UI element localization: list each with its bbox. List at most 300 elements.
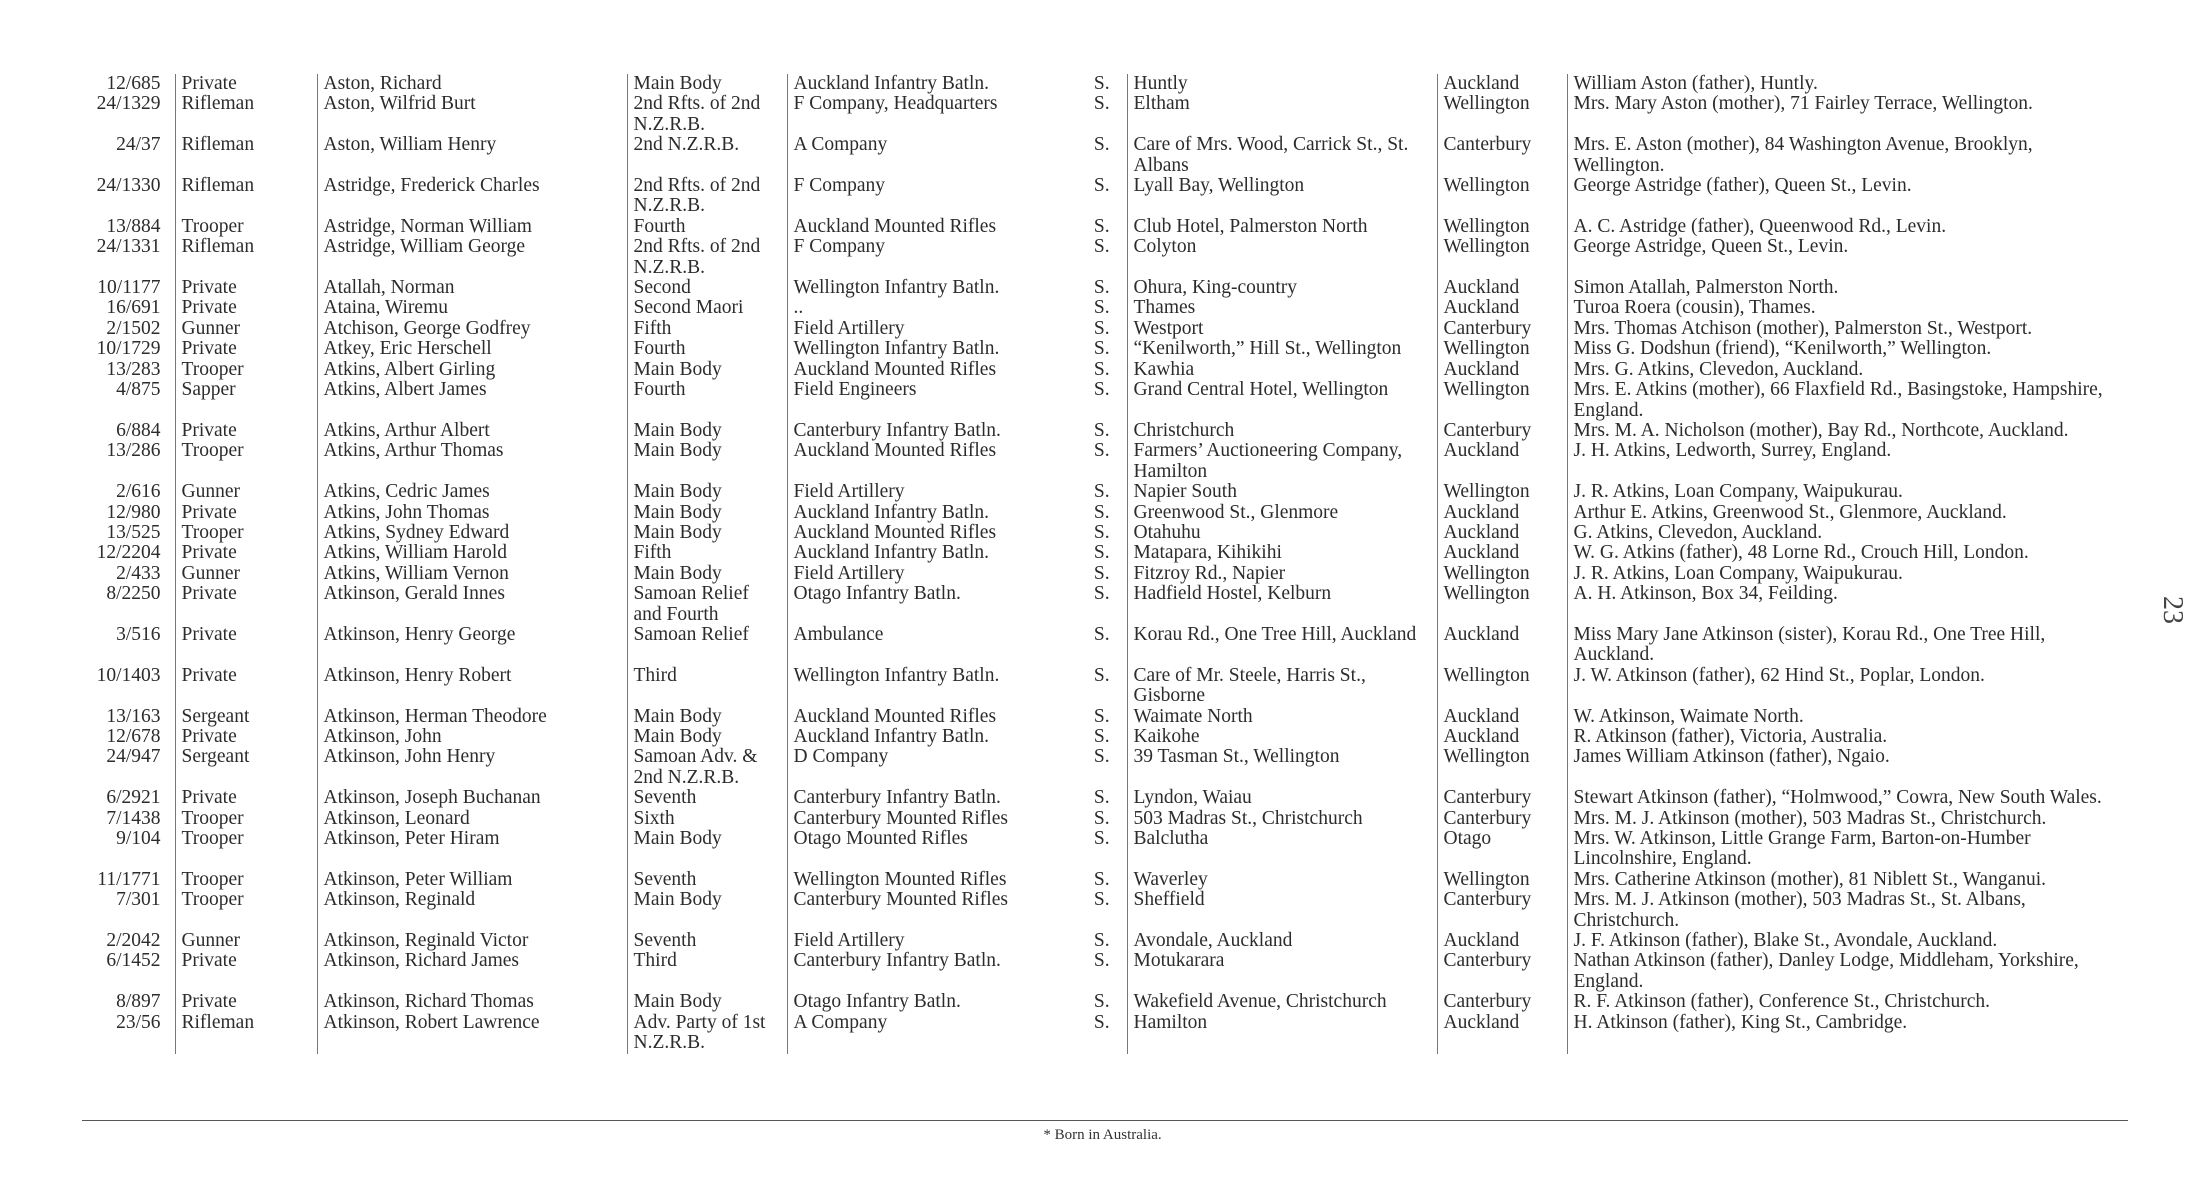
cell-name: Atkinson, Leonard (317, 809, 627, 829)
cell-kin: A. C. Astridge (father), Queenwood Rd., Levin. (1567, 217, 2130, 237)
cell-draft: Seventh (627, 788, 787, 808)
cell-address: Huntly (1127, 74, 1437, 94)
cell-status: S. (1093, 829, 1110, 850)
cell-no: 6/2921 (106, 788, 161, 809)
cell-rank: Rifleman (175, 237, 317, 278)
cell-rank: Private (175, 788, 317, 808)
table-row (70, 951, 2130, 992)
cell-draft: Seventh (627, 931, 787, 951)
cell-address: Hadfield Hostel, Kelburn (1127, 584, 1437, 625)
cell-no: 24/1330 (96, 176, 161, 197)
cell-kin: Mrs. G. Atkins, Clevedon, Auckland. (1567, 360, 2130, 380)
cell-no: 2/433 (116, 563, 161, 584)
cell-district: Auckland (1437, 278, 1567, 298)
cell-address: Kawhia (1127, 360, 1437, 380)
cell-address: Thames (1127, 298, 1437, 318)
cell-address: Care of Mr. Steele, Harris St., Gisborne (1127, 666, 1437, 707)
cell-address: Westport (1127, 319, 1437, 339)
cell-kin: J. W. Atkinson (father), 62 Hind St., Poplar, London. (1567, 666, 2130, 707)
cell-unit: Auckland Mounted Rifles (787, 523, 1077, 543)
cell-draft: 2nd N.Z.R.B. (627, 135, 787, 176)
cell-draft: Samoan Adv. & 2nd N.Z.R.B. (627, 747, 787, 788)
cell-draft: Main Body (627, 992, 787, 1012)
table-row (70, 727, 2130, 747)
cell-district: Wellington (1437, 176, 1567, 217)
cell-rank: Trooper (175, 809, 317, 829)
cell-rank: Private (175, 503, 317, 523)
cell-kin: J. R. Atkins, Loan Company, Waipukurau. (1567, 482, 2130, 502)
cell-name: Atkinson, Henry George (317, 625, 627, 666)
cell-status: S. (1093, 1012, 1110, 1033)
cell-name: Atkinson, Richard James (317, 951, 627, 992)
cell-rank: Private (175, 278, 317, 298)
table-row (70, 482, 2130, 502)
table-row (70, 217, 2130, 237)
cell-no: 4/875 (116, 380, 161, 401)
cell-draft: Main Body (627, 829, 787, 870)
cell-address: Grand Central Hotel, Wellington (1127, 380, 1437, 421)
cell-kin: William Aston (father), Huntly. (1567, 74, 2130, 94)
cell-unit: Canterbury Infantry Batln. (787, 421, 1077, 441)
table-row (70, 890, 2130, 931)
cell-name: Atkey, Eric Herschell (317, 339, 627, 359)
cell-name: Aston, William Henry (317, 135, 627, 176)
cell-unit: F Company, Headquarters (787, 94, 1077, 135)
cell-name: Atchison, George Godfrey (317, 319, 627, 339)
cell-unit: Wellington Infantry Batln. (787, 666, 1077, 707)
cell-district: Wellington (1437, 870, 1567, 890)
cell-name: Atkinson, Peter Hiram (317, 829, 627, 870)
cell-unit: Wellington Infantry Batln. (787, 339, 1077, 359)
cell-address: Kaikohe (1127, 727, 1437, 747)
cell-status: S. (1093, 522, 1110, 543)
cell-status: S. (1093, 808, 1110, 829)
cell-kin: Miss G. Dodshun (friend), “Kenilworth,” Wellington. (1567, 339, 2130, 359)
cell-kin: James William Atkinson (father), Ngaio. (1567, 747, 2130, 788)
cell-name: Atkinson, Joseph Buchanan (317, 788, 627, 808)
cell-no: 2/2042 (106, 931, 161, 952)
cell-rank: Trooper (175, 870, 317, 890)
roll-body (70, 74, 2130, 1054)
cell-draft: Main Body (627, 727, 787, 747)
cell-status: S. (1093, 339, 1110, 360)
cell-name: Atkinson, Herman Theodore (317, 707, 627, 727)
cell-no: 10/1729 (96, 339, 161, 360)
cell-no: 23/56 (116, 1012, 161, 1033)
cell-draft: 2nd Rfts. of 2nd N.Z.R.B. (627, 94, 787, 135)
cell-district: Wellington (1437, 564, 1567, 584)
cell-no: 2/1502 (106, 318, 161, 339)
cell-unit: Field Artillery (787, 319, 1077, 339)
cell-district: Canterbury (1437, 135, 1567, 176)
cell-name: Atkins, Sydney Edward (317, 523, 627, 543)
cell-kin: Mrs. Catherine Atkinson (mother), 81 Niblett St., Wanganui. (1567, 870, 2130, 890)
cell-no: 8/2250 (106, 584, 161, 605)
cell-rank: Sapper (175, 380, 317, 421)
cell-status: S. (1093, 747, 1110, 768)
cell-status: S. (1093, 788, 1110, 809)
cell-district: Canterbury (1437, 951, 1567, 992)
cell-rank: Gunner (175, 931, 317, 951)
cell-draft: Fourth (627, 380, 787, 421)
cell-draft: Seventh (627, 870, 787, 890)
cell-unit: Field Engineers (787, 380, 1077, 421)
cell-no: 13/884 (106, 216, 161, 237)
cell-address: Waimate North (1127, 707, 1437, 727)
cell-address: Ohura, King-country (1127, 278, 1437, 298)
table-row (70, 339, 2130, 359)
table-row (70, 829, 2130, 870)
cell-status: S. (1093, 502, 1110, 523)
cell-no: 3/516 (116, 624, 161, 645)
cell-district: Canterbury (1437, 890, 1567, 931)
table-row (70, 523, 2130, 543)
cell-draft: Main Body (627, 523, 787, 543)
table-row (70, 809, 2130, 829)
cell-rank: Trooper (175, 890, 317, 931)
cell-status: S. (1093, 706, 1110, 727)
table-row (70, 625, 2130, 666)
cell-name: Atkinson, Peter William (317, 870, 627, 890)
cell-status: S. (1093, 482, 1110, 503)
cell-no: 12/685 (106, 74, 161, 94)
cell-rank: Private (175, 421, 317, 441)
cell-name: Atkins, Cedric James (317, 482, 627, 502)
cell-unit: Canterbury Mounted Rifles (787, 809, 1077, 829)
cell-rank: Private (175, 74, 317, 94)
cell-name: Atkins, Albert James (317, 380, 627, 421)
cell-district: Wellington (1437, 94, 1567, 135)
table-row (70, 74, 2130, 94)
cell-district: Otago (1437, 829, 1567, 870)
cell-rank: Sergeant (175, 747, 317, 788)
cell-address: Care of Mrs. Wood, Carrick St., St. Albans (1127, 135, 1437, 176)
cell-rank: Gunner (175, 482, 317, 502)
cell-name: Aston, Richard (317, 74, 627, 94)
cell-rank: Private (175, 625, 317, 666)
cell-status: S. (1093, 543, 1110, 564)
cell-name: Atkinson, Robert Lawrence (317, 1013, 627, 1054)
cell-kin: George Astridge, Queen St., Levin. (1567, 237, 2130, 278)
cell-address: Club Hotel, Palmerston North (1127, 217, 1437, 237)
cell-address: Napier South (1127, 482, 1437, 502)
cell-no: 13/283 (106, 359, 161, 380)
cell-address: 39 Tasman St., Wellington (1127, 747, 1437, 788)
cell-rank: Private (175, 727, 317, 747)
cell-no: 9/104 (116, 829, 161, 850)
cell-district: Auckland (1437, 625, 1567, 666)
cell-name: Atkinson, Richard Thomas (317, 992, 627, 1012)
cell-status: S. (1093, 931, 1110, 952)
cell-draft: Second Maori (627, 298, 787, 318)
cell-address: Fitzroy Rd., Napier (1127, 564, 1437, 584)
cell-district: Wellington (1437, 237, 1567, 278)
cell-address: Eltham (1127, 94, 1437, 135)
cell-status: S. (1093, 237, 1110, 258)
cell-status: S. (1093, 624, 1110, 645)
cell-unit: Auckland Mounted Rifles (787, 360, 1077, 380)
cell-no: 16/691 (106, 298, 161, 319)
cell-draft: Fourth (627, 217, 787, 237)
table-row (70, 503, 2130, 523)
cell-status: S. (1093, 216, 1110, 237)
table-row (70, 176, 2130, 217)
cell-draft: Main Body (627, 421, 787, 441)
cell-unit: Auckland Mounted Rifles (787, 707, 1077, 727)
cell-no: 12/980 (106, 502, 161, 523)
cell-no: 11/1771 (97, 869, 161, 890)
table-row (70, 441, 2130, 482)
cell-no: 6/884 (116, 420, 161, 441)
cell-no: 24/1331 (96, 237, 161, 258)
cell-district: Wellington (1437, 482, 1567, 502)
cell-name: Atkinson, Henry Robert (317, 666, 627, 707)
table-row (70, 584, 2130, 625)
cell-kin: Mrs. M. A. Nicholson (mother), Bay Rd., Northcote, Auckland. (1567, 421, 2130, 441)
cell-no: 24/947 (106, 747, 161, 768)
cell-status: S. (1093, 359, 1110, 380)
cell-name: Atkins, Arthur Thomas (317, 441, 627, 482)
cell-kin: Mrs. M. J. Atkinson (mother), 503 Madras St., St. Albans, Christchurch. (1567, 890, 2130, 931)
cell-draft: Main Body (627, 360, 787, 380)
cell-unit: Otago Mounted Rifles (787, 829, 1077, 870)
cell-status: S. (1093, 584, 1110, 605)
cell-address: Korau Rd., One Tree Hill, Auckland (1127, 625, 1437, 666)
cell-unit: Field Artillery (787, 482, 1077, 502)
cell-district: Canterbury (1437, 809, 1567, 829)
cell-draft: Main Body (627, 890, 787, 931)
cell-no: 13/163 (106, 706, 161, 727)
cell-kin: Mrs. M. J. Atkinson (mother), 503 Madras St., Christchurch. (1567, 809, 2130, 829)
cell-unit: .. (787, 298, 1077, 318)
cell-rank: Trooper (175, 441, 317, 482)
cell-unit: Wellington Mounted Rifles (787, 870, 1077, 890)
cell-draft: Fifth (627, 319, 787, 339)
cell-name: Astridge, William George (317, 237, 627, 278)
cell-district: Auckland (1437, 298, 1567, 318)
cell-status: S. (1093, 176, 1110, 197)
cell-district: Wellington (1437, 747, 1567, 788)
cell-status: S. (1093, 318, 1110, 339)
cell-district: Auckland (1437, 523, 1567, 543)
cell-rank: Gunner (175, 319, 317, 339)
cell-draft: Main Body (627, 503, 787, 523)
cell-district: Auckland (1437, 727, 1567, 747)
cell-unit: Auckland Mounted Rifles (787, 441, 1077, 482)
cell-status: S. (1093, 94, 1110, 115)
cell-name: Atkinson, Reginald (317, 890, 627, 931)
table-row (70, 380, 2130, 421)
cell-no: 12/678 (106, 727, 161, 747)
table-row (70, 298, 2130, 318)
cell-address: Lyndon, Waiau (1127, 788, 1437, 808)
cell-unit: Auckland Mounted Rifles (787, 217, 1077, 237)
table-row (70, 135, 2130, 176)
cell-rank: Private (175, 666, 317, 707)
cell-district: Auckland (1437, 1013, 1567, 1054)
cell-kin: A. H. Atkinson, Box 34, Feilding. (1567, 584, 2130, 625)
cell-name: Astridge, Norman William (317, 217, 627, 237)
cell-address: Balclutha (1127, 829, 1437, 870)
cell-rank: Private (175, 298, 317, 318)
table-row (70, 360, 2130, 380)
cell-kin: Nathan Atkinson (father), Danley Lodge, Middleham, Yorkshire, England. (1567, 951, 2130, 992)
cell-district: Wellington (1437, 380, 1567, 421)
cell-name: Atkins, John Thomas (317, 503, 627, 523)
cell-rank: Rifleman (175, 94, 317, 135)
cell-unit: Canterbury Infantry Batln. (787, 788, 1077, 808)
cell-rank: Rifleman (175, 1013, 317, 1054)
cell-unit: Canterbury Mounted Rifles (787, 890, 1077, 931)
cell-name: Atkinson, John (317, 727, 627, 747)
cell-district: Auckland (1437, 503, 1567, 523)
table-row (70, 992, 2130, 1012)
cell-name: Ataina, Wiremu (317, 298, 627, 318)
cell-status: S. (1093, 727, 1110, 747)
cell-draft: Main Body (627, 74, 787, 94)
cell-name: Atkins, Albert Girling (317, 360, 627, 380)
cell-unit: A Company (787, 135, 1077, 176)
table-row (70, 931, 2130, 951)
cell-no: 10/1177 (97, 278, 161, 299)
cell-no: 10/1403 (96, 665, 161, 686)
cell-no: 6/1452 (106, 951, 161, 972)
cell-name: Atkinson, Gerald Innes (317, 584, 627, 625)
cell-status: S. (1093, 135, 1110, 156)
cell-rank: Trooper (175, 523, 317, 543)
cell-name: Atkins, William Vernon (317, 564, 627, 584)
cell-district: Auckland (1437, 441, 1567, 482)
nominal-roll-table (70, 74, 2130, 1054)
table-row (70, 564, 2130, 584)
cell-district: Canterbury (1437, 788, 1567, 808)
cell-district: Canterbury (1437, 421, 1567, 441)
cell-status: S. (1093, 74, 1110, 94)
cell-kin: R. Atkinson (father), Victoria, Australia. (1567, 727, 2130, 747)
cell-status: S. (1093, 278, 1110, 299)
cell-draft: Fifth (627, 543, 787, 563)
cell-address: Otahuhu (1127, 523, 1437, 543)
cell-address: Colyton (1127, 237, 1437, 278)
table-row (70, 237, 2130, 278)
cell-no: 12/2204 (96, 543, 161, 564)
cell-kin: J. H. Atkins, Ledworth, Surrey, England. (1567, 441, 2130, 482)
cell-draft: Main Body (627, 707, 787, 727)
cell-kin: G. Atkins, Clevedon, Auckland. (1567, 523, 2130, 543)
cell-unit: Auckland Infantry Batln. (787, 543, 1077, 563)
cell-status: S. (1093, 951, 1110, 972)
cell-unit: Otago Infantry Batln. (787, 992, 1077, 1012)
cell-address: Greenwood St., Glenmore (1127, 503, 1437, 523)
cell-unit: Wellington Infantry Batln. (787, 278, 1077, 298)
cell-kin: W. Atkinson, Waimate North. (1567, 707, 2130, 727)
cell-kin: Miss Mary Jane Atkinson (sister), Korau Rd., One Tree Hill, Auckland. (1567, 625, 2130, 666)
cell-rank: Gunner (175, 564, 317, 584)
cell-address: Matapara, Kihikihi (1127, 543, 1437, 563)
cell-rank: Rifleman (175, 135, 317, 176)
cell-kin: George Astridge (father), Queen St., Levin. (1567, 176, 2130, 217)
cell-rank: Sergeant (175, 707, 317, 727)
cell-address: Wakefield Avenue, Christchurch (1127, 992, 1437, 1012)
table-row (70, 788, 2130, 808)
cell-unit: Auckland Infantry Batln. (787, 74, 1077, 94)
cell-kin: H. Atkinson (father), King St., Cambridge. (1567, 1013, 2130, 1054)
cell-rank: Private (175, 951, 317, 992)
cell-unit: F Company (787, 176, 1077, 217)
cell-status: S. (1093, 992, 1110, 1013)
cell-rank: Private (175, 339, 317, 359)
cell-unit: Field Artillery (787, 931, 1077, 951)
cell-status: S. (1093, 890, 1110, 911)
cell-district: Wellington (1437, 217, 1567, 237)
cell-no: 2/616 (116, 482, 161, 503)
cell-draft: 2nd Rfts. of 2nd N.Z.R.B. (627, 237, 787, 278)
cell-name: Atallah, Norman (317, 278, 627, 298)
table-row (70, 319, 2130, 339)
footnote: * Born in Australia. (1043, 1127, 1162, 1143)
cell-draft: Samoan Relief and Fourth (627, 584, 787, 625)
cell-unit: F Company (787, 237, 1077, 278)
cell-draft: Adv. Party of 1st N.Z.R.B. (627, 1013, 787, 1054)
table-row (70, 1013, 2130, 1054)
table-row (70, 747, 2130, 788)
table-row (70, 707, 2130, 727)
cell-unit: Ambulance (787, 625, 1077, 666)
cell-kin: J. R. Atkins, Loan Company, Waipukurau. (1567, 564, 2130, 584)
cell-rank: Trooper (175, 217, 317, 237)
cell-status: S. (1093, 869, 1110, 890)
cell-unit: Auckland Infantry Batln. (787, 503, 1077, 523)
cell-address: “Kenilworth,” Hill St., Wellington (1127, 339, 1437, 359)
cell-name: Astridge, Frederick Charles (317, 176, 627, 217)
cell-district: Auckland (1437, 543, 1567, 563)
cell-kin: Mrs. E. Aston (mother), 84 Washington Avenue, Brooklyn, Wellington. (1567, 135, 2130, 176)
cell-rank: Private (175, 992, 317, 1012)
cell-name: Atkinson, Reginald Victor (317, 931, 627, 951)
cell-rank: Trooper (175, 829, 317, 870)
cell-draft: Samoan Relief (627, 625, 787, 666)
cell-no: 24/37 (116, 135, 161, 156)
cell-unit: Otago Infantry Batln. (787, 584, 1077, 625)
cell-draft: Second (627, 278, 787, 298)
cell-district: Auckland (1437, 360, 1567, 380)
cell-unit: D Company (787, 747, 1077, 788)
cell-kin: J. F. Atkinson (father), Blake St., Avondale, Auckland. (1567, 931, 2130, 951)
cell-no: 7/301 (116, 890, 161, 911)
cell-draft: Main Body (627, 564, 787, 584)
cell-status: S. (1093, 563, 1110, 584)
cell-name: Atkinson, John Henry (317, 747, 627, 788)
cell-draft: 2nd Rfts. of 2nd N.Z.R.B. (627, 176, 787, 217)
cell-kin: Mrs. E. Atkins (mother), 66 Flaxfield Rd., Basingstoke, Hampshire, England. (1567, 380, 2130, 421)
cell-kin: Simon Atallah, Palmerston North. (1567, 278, 2130, 298)
cell-kin: Mrs. W. Atkinson, Little Grange Farm, Barton-on-Humber Lincolnshire, England. (1567, 829, 2130, 870)
cell-kin: Mrs. Thomas Atchison (mother), Palmerston St., Westport. (1567, 319, 2130, 339)
cell-draft: Third (627, 951, 787, 992)
cell-address: Lyall Bay, Wellington (1127, 176, 1437, 217)
cell-rank: Rifleman (175, 176, 317, 217)
cell-rank: Trooper (175, 360, 317, 380)
cell-no: 8/897 (116, 992, 161, 1013)
cell-no: 13/286 (106, 441, 161, 462)
cell-address: Hamilton (1127, 1013, 1437, 1054)
cell-unit: A Company (787, 1013, 1077, 1054)
cell-name: Atkins, Arthur Albert (317, 421, 627, 441)
cell-draft: Fourth (627, 339, 787, 359)
cell-no: 7/1438 (106, 808, 161, 829)
page-number: 23 (2157, 596, 2188, 624)
cell-name: Atkins, William Harold (317, 543, 627, 563)
